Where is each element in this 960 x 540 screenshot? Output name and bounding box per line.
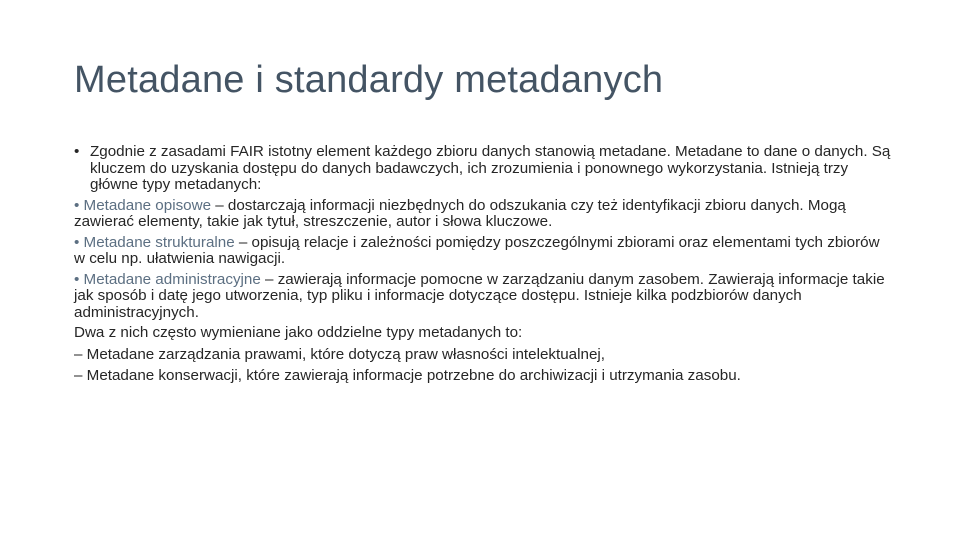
type-term: • Metadane administracyjne [74,270,261,288]
intro-paragraph [74,144,894,194]
other-types-intro: Dwa z nich często wymieniane jako oddzielne typy metadanych to: [74,324,523,341]
metadata-type-descriptive [74,198,894,231]
bullet-marker: • [74,143,80,160]
intro-text: Zgodnie z zasadami FAIR istotny element każdego zbioru danych stanowią metadane. Metadane to dane o danych. Są kluczem do uzyskania dostępu do danych badawczych, ich zrozumienia i ponownego wykorzystania. Istnieją trzy główne typy metadanych: [90,143,891,193]
type-description: – dostarczają informacji niezbędnych do odszukania czy też identyfikacji zbioru danych. Mogą zawierać elementy, takie jak tytuł, streszczenie, autor i słowa kluczowe. [74,196,846,230]
type-description: – zawierają informacje pomocne w zarządzaniu danym zasobem. Zawierają informacje takie jak sposób i datę jego utworzenia, typ pliku i informacje dotyczące dostępu. Istnieje kilka podzbiorów danych administracyjnych. [74,270,885,321]
type-description: – opisują relacje i zależności pomiędzy poszczególnymi zbiorami oraz elementami tych zbiorów w celu np. ułatwienia nawigacji. [74,233,880,267]
other-type-item: – Metadane zarządzania prawami, które dotyczą praw własności intelektualnej, [74,345,605,363]
metadata-type-structural [74,235,894,268]
type-term: • Metadane strukturalne [74,233,235,251]
other-type-item: – Metadane konserwacji, które zawierają informacje potrzebne do archiwizacji i utrzymania zasobu. [74,367,741,384]
slide-title: Metadane i standardy metadanych [74,59,664,101]
type-term: • Metadane opisowe [74,196,212,214]
metadata-type-administrative [74,272,894,322]
slide-body [74,144,894,390]
